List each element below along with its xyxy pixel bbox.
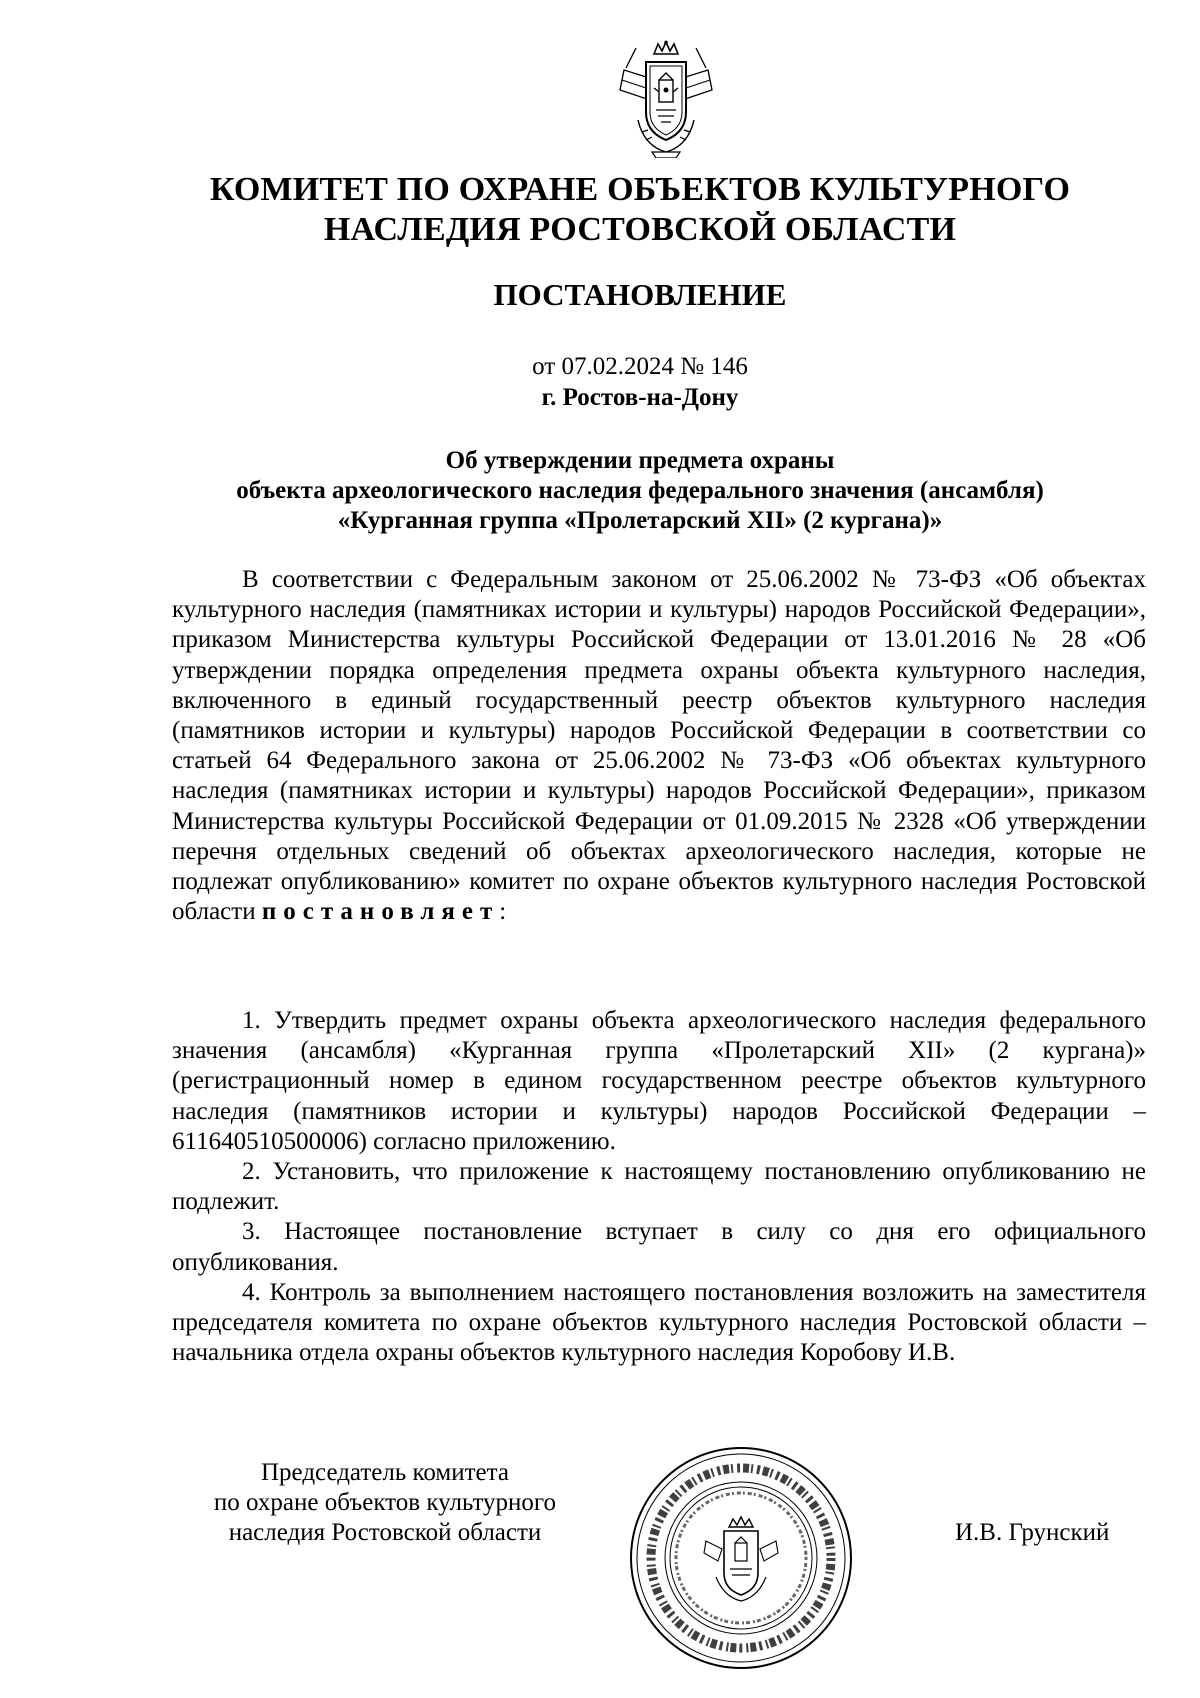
resolution-item: 3. Настоящее постановление вступает в силу со дня его официального опубликования. bbox=[172, 1218, 1146, 1276]
document-subject bbox=[170, 446, 1110, 536]
signatory-position bbox=[170, 1458, 600, 1548]
organization-name-line2: НАСЛЕДИЯ РОСТОВСКОЙ ОБЛАСТИ bbox=[323, 211, 957, 248]
resolution-item: 1. Утвердить предмет охраны объекта археологического наследия федерального значения (ансамбля) «Курганная группа «Пролетарский XII» (2 кургана)» (регистрационный номер в едином государственном реестре объектов культурного наследия (памятников истории и культуры) народов Российской Федерации – 611640510500006) согласно приложению. bbox=[172, 1007, 1146, 1155]
document-city: г. Ростов-на-Дону bbox=[541, 384, 739, 411]
signatory-name: И.В. Грунский bbox=[955, 1519, 1110, 1546]
organization-name bbox=[170, 170, 1110, 250]
document-type: ПОСТАНОВЛЕНИЕ bbox=[493, 277, 787, 312]
preamble-paragraph bbox=[172, 565, 1146, 927]
preamble-end-punct: : bbox=[499, 898, 507, 926]
signatory-position-line1: Председатель комитета bbox=[261, 1459, 509, 1486]
resolution-item: 4. Контроль за выполнением настоящего постановления возложить на заместителя председателя комитета по охране объектов культурного наследия Ростовской области – начальника отдела охраны объектов культурного наследия Коробову И.В. bbox=[172, 1278, 1146, 1367]
resolution-items bbox=[172, 1006, 1146, 1368]
organization-name-line1: КОМИТЕТ ПО ОХРАНЕ ОБЪЕКТОВ КУЛЬТУРНОГО bbox=[209, 171, 1071, 208]
subject-line3: «Курганная группа «Пролетарский XII» (2 кургана)» bbox=[337, 507, 943, 534]
preamble-text-block bbox=[172, 565, 1146, 927]
signatory-position-line3: наследия Ростовской области bbox=[228, 1519, 542, 1546]
document-date-number: от 07.02.2024 № 146 bbox=[532, 353, 748, 380]
preamble-text: В соответствии с Федеральным законом от 25.06.2002 № 73-ФЗ «Об объектах культурного наследия (памятниках истории и культуры) народов Российской Федерации», приказом Министерства культуры Российской Федерации от 13.01.2016 № 28 «Об утверждении порядка определения предмета охраны объекта культурного наследия, включенного в единый государственный реестр объектов культурного наследия (памятников истории и культуры) народов Российской Федерации в соответствии со статьей 64 Федерального закона от 25.06.2002 № 73-ФЗ «Об объектах культурного наследия (памятниках истории и культуры) народов Российской Федерации», приказом Министерства культуры Российской Федерации от 01.09.2015 № 2328 «Об утверждении перечня отдельных сведений об объектах археологического наследия, которые не подлежат опубликованию» комитет по охране объектов культурного наследия Ростовской области bbox=[172, 566, 1146, 926]
decree-word: постановляет bbox=[261, 898, 500, 926]
coat-of-arms-icon bbox=[616, 40, 716, 158]
subject-line1: Об утверждении предмета охраны bbox=[445, 447, 835, 474]
signatory-position-line2: по охране объектов культурного bbox=[213, 1489, 557, 1516]
subject-line2: объекта археологического наследия федерального значения (ансамбля) bbox=[236, 477, 1044, 504]
resolution-item: 2. Установить, что приложение к настоящему постановлению опубликованию не подлежит. bbox=[172, 1158, 1146, 1216]
official-seal-icon bbox=[628, 1445, 854, 1671]
